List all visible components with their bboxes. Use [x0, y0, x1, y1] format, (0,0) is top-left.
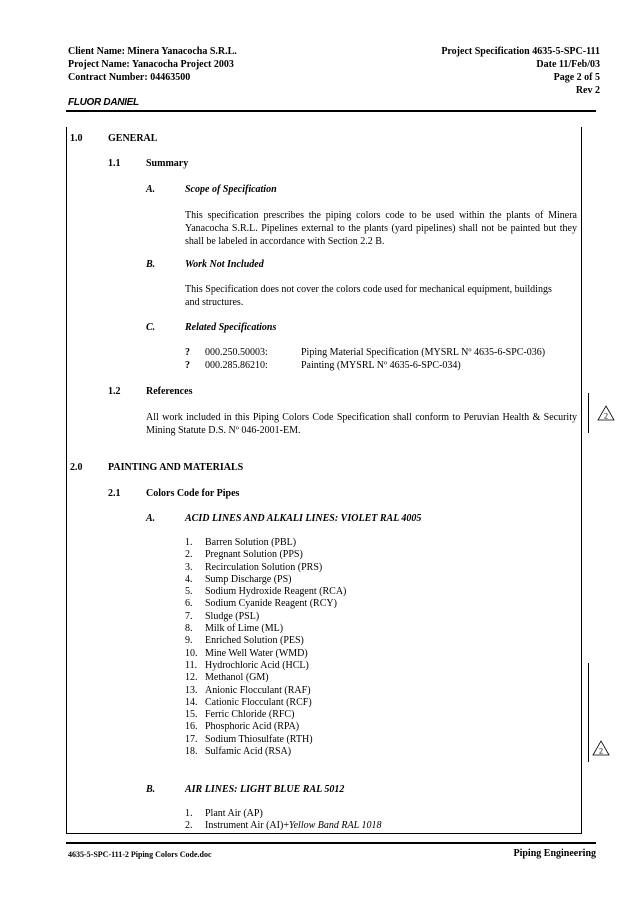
list-number: 2. [185, 820, 193, 832]
spec-code: 000.250.50003: [205, 347, 268, 358]
section-number: 2.0 [70, 462, 83, 473]
list-number: 13. [185, 684, 198, 696]
air-lines-list [185, 808, 381, 833]
right-border [581, 127, 582, 833]
item-letter: B. [146, 259, 156, 270]
section-title: GENERAL [108, 133, 158, 144]
revision-bar [588, 663, 589, 762]
header-left [68, 45, 237, 84]
list-item [185, 672, 346, 684]
list-text: Ferric Chloride (RFC) [205, 709, 295, 721]
list-item [185, 820, 381, 832]
header-right [441, 45, 600, 97]
list-text: Barren Solution (PBL) [205, 537, 297, 548]
list-text: Methanol (GM) [205, 672, 269, 684]
list-number: 3. [185, 561, 193, 573]
list-text: Sump Discharge (PS) [205, 573, 292, 585]
list-number: 8. [185, 623, 193, 635]
subsection-number: 2.1 [108, 488, 121, 499]
fluor-daniel-logo: FLUOR DANIEL [68, 97, 139, 108]
list-number: 1. [185, 808, 193, 819]
acid-lines-list [185, 537, 346, 758]
list-item [185, 721, 346, 733]
list-text: Mine Well Water (WMD) [205, 647, 308, 659]
list-number: 15. [185, 709, 198, 721]
bottom-border [66, 833, 582, 834]
revision-triangle-icon [592, 740, 610, 756]
project-name: Project Name: Yanacocha Project 2003 [68, 59, 234, 70]
subsection-title: Colors Code for Pipes [146, 488, 240, 499]
contract-number: Contract Number: 04463500 [68, 72, 191, 83]
subsection-title: Summary [146, 158, 189, 169]
list-number: 2. [185, 549, 193, 561]
revision-mark: 2 [604, 411, 608, 421]
list-text: Sodium Cyanide Reagent (RCY) [205, 598, 337, 610]
revision-bar [588, 393, 589, 433]
list-number: 10. [185, 647, 198, 659]
spec-description: Piping Material Specification (MYSRL Nº 4635-6-SPC-036) [301, 347, 546, 358]
project-spec: Project Specification 4635-5-SPC-111 [441, 46, 600, 57]
list-item [185, 623, 346, 635]
list-text: Plant Air (AP) [205, 808, 263, 819]
scope-text: This specification prescribes the piping colors code to be used within the plants of Minera Yanacocha S.R.L. Pipelines external to the plants (yard pipelines) shall not be painted but they shall be labeled in accordance with Section 2.2 B. [185, 210, 577, 247]
footer-filename: 4635-5-SPC-111-2 Piping Colors Code.doc [68, 850, 212, 859]
list-number: 17. [185, 733, 198, 745]
list-item [185, 574, 346, 586]
list-item [185, 537, 346, 549]
list-number: 11. [185, 659, 198, 671]
item-title: Work Not Included [185, 259, 264, 270]
item-letter: C. [146, 322, 156, 333]
list-number: 12. [185, 672, 198, 684]
list-text: Recirculation Solution (PRS) [205, 561, 323, 573]
list-number: 7. [185, 610, 193, 622]
page-number: Page 2 of 5 [553, 72, 600, 83]
spec-code: 000.285.86210: [205, 360, 268, 371]
list-number: 6. [185, 598, 193, 610]
list-text-extra: Yellow Band RAL 1018 [288, 820, 382, 832]
list-text: Sludge (PSL) [205, 610, 260, 622]
work-not-included-text: This Specification does not cover the colors code used for mechanical equipment, buildings and structures. [185, 284, 552, 308]
list-item [185, 685, 346, 697]
list-text: Sulfamic Acid (RSA) [205, 746, 292, 758]
list-number: 9. [185, 635, 193, 647]
item-letter: A. [146, 513, 156, 524]
list-item [185, 359, 577, 372]
list-text: Instrument Air (AI)+Yellow Band RAL 1018 [205, 820, 382, 832]
spec-date: Date 11/Feb/03 [536, 59, 600, 70]
list-text: Phosphoric Acid (RPA) [205, 721, 300, 733]
client-name: Client Name: Minera Yanacocha S.R.L. [68, 46, 237, 57]
list-text: Anionic Flocculant (RAF) [205, 684, 311, 696]
section-title: PAINTING AND MATERIALS [108, 462, 244, 473]
item-title: ACID LINES AND ALKALI LINES: VIOLET RAL 4005 [185, 513, 422, 524]
list-item [185, 734, 346, 746]
item-letter: B. [146, 784, 156, 795]
item-letter: A. [146, 184, 156, 195]
list-item [185, 611, 346, 623]
list-item [185, 635, 346, 647]
bullet-mark: ? [185, 360, 190, 371]
footer-department: Piping Engineering [513, 848, 596, 859]
revision-mark: 2 [599, 746, 603, 756]
list-text: Enriched Solution (PES) [205, 635, 304, 647]
list-item [185, 697, 346, 709]
list-number: 16. [185, 721, 198, 733]
list-item [185, 562, 346, 574]
spec-description: Painting (MYSRL Nº 4635-6-SPC-034) [301, 360, 461, 371]
list-number: 18. [185, 746, 198, 758]
list-item [185, 808, 381, 820]
references-text: All work included in this Piping Colors Code Specification shall conform to Peruvian Health & Security Mining Statute D.S. Nº 046-2001-EM. [146, 412, 577, 436]
list-item [185, 598, 346, 610]
subsection-number: 1.2 [108, 386, 121, 397]
section-number: 1.0 [70, 133, 83, 144]
list-number: 5. [185, 586, 193, 598]
list-number: 1. [185, 537, 193, 548]
footer-rule [66, 842, 596, 844]
list-item [185, 660, 346, 672]
list-text: Hydrochloric Acid (HCL) [205, 659, 309, 671]
list-item [185, 549, 346, 561]
item-title: Scope of Specification [185, 184, 277, 195]
list-text: Sodium Hydroxide Reagent (RCA) [205, 586, 347, 598]
list-item [185, 648, 346, 660]
list-item [185, 586, 346, 598]
item-title: AIR LINES: LIGHT BLUE RAL 5012 [185, 784, 345, 795]
list-number: 4. [185, 573, 193, 585]
list-text: Cationic Flocculant (RCF) [205, 696, 312, 708]
bullet-mark: ? [185, 347, 190, 358]
list-item [185, 746, 346, 758]
subsection-title: References [146, 386, 193, 397]
list-item [185, 346, 577, 359]
list-item [185, 709, 346, 721]
list-text: Pregnant Solution (PPS) [205, 549, 303, 561]
item-title: Related Specifications [185, 322, 277, 333]
related-specs-list [185, 346, 577, 372]
header-rule [66, 110, 596, 112]
list-text: Milk of Lime (ML) [205, 623, 284, 635]
revision-triangle-icon [597, 405, 615, 421]
revision: Rev 2 [575, 85, 600, 96]
list-text: Sodium Thiosulfate (RTH) [205, 733, 313, 745]
left-border [66, 127, 67, 833]
subsection-number: 1.1 [108, 158, 121, 169]
list-number: 14. [185, 696, 198, 708]
